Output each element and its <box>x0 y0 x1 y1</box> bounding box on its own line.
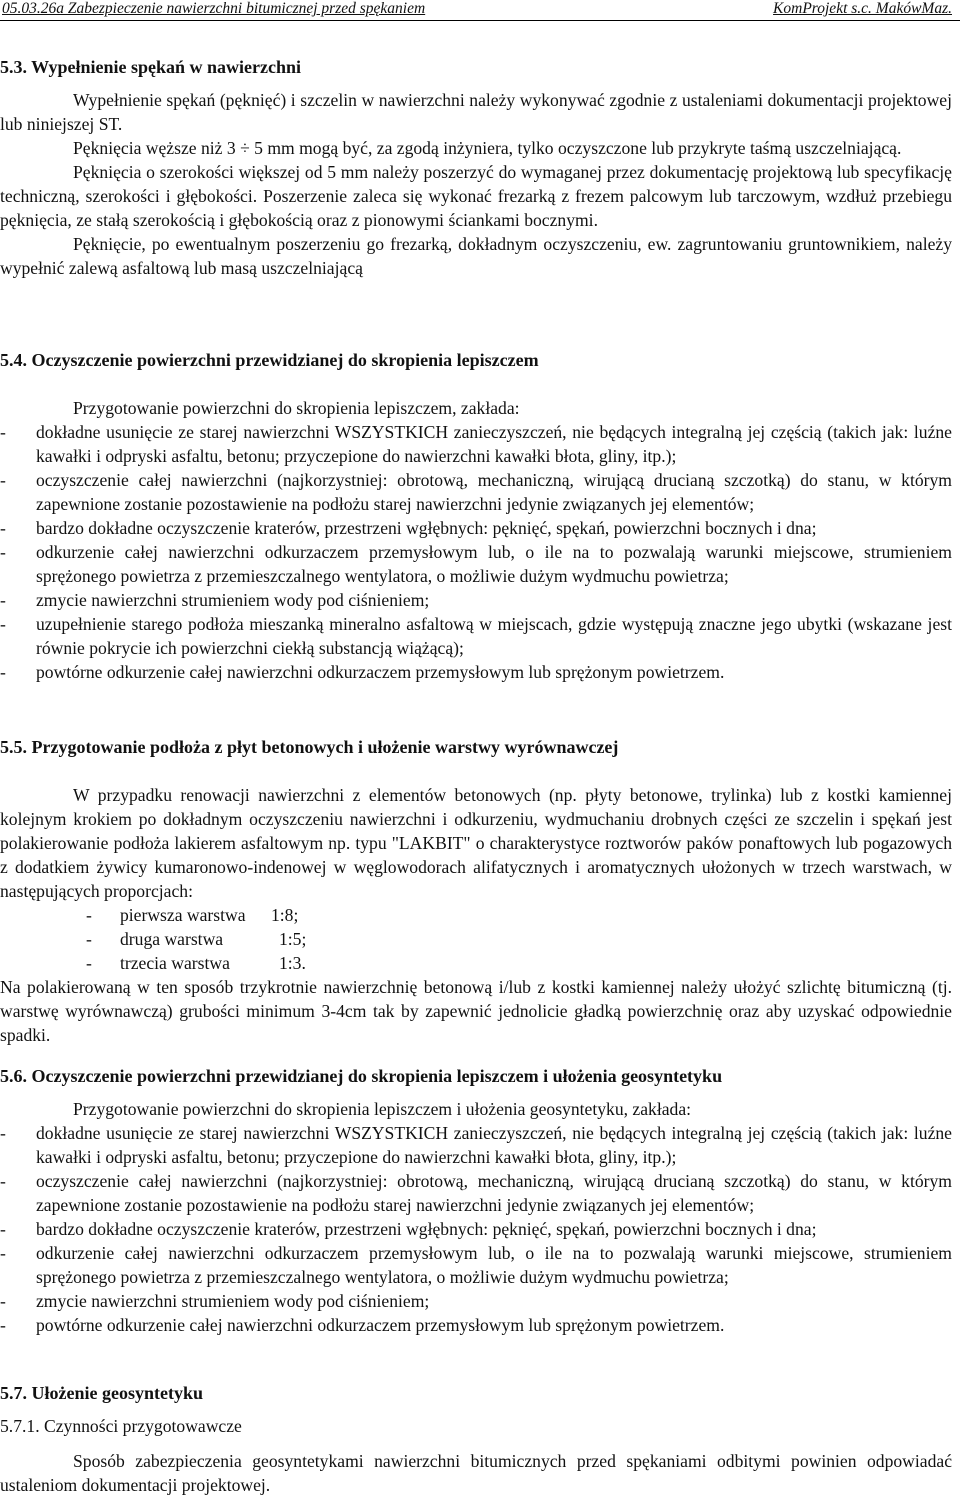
list-item: - powtórne odkurzenie całej nawierzchni odkurzaczem przemysłowym lub sprężonym powietrzem. <box>0 1315 725 1335</box>
subsection-5-7-1-heading: 5.7.1. Czynności przygotowawcze <box>0 1416 242 1436</box>
list-item: - odkurzenie całej nawierzchni odkurzaczem przemysłowym lub, o ile na to pozwalają warunki miejscowe, strumieniem sprężonego powietrza z przemieszczalnego wentylatora, o możliwie dużym wydmuchu powietrza; <box>0 1243 952 1287</box>
section-5-3-body <box>0 88 952 280</box>
list-item: - dokładne usunięcie ze starej nawierzchni WSZYSTKICH zanieczyszczeń, nie będących integralną jej częścią (takich jak: luźne kawałki i odpryski asfaltu, betonu; przyczepione do nawierzchni kawałki błota, gliny, itp.); <box>0 1123 952 1167</box>
list-item: - zmycie nawierzchni strumieniem wody pod ciśnieniem; <box>0 590 430 610</box>
section-5-7-body <box>0 1449 952 1497</box>
preparation-list <box>0 420 952 684</box>
section-5-7-heading: 5.7. Ułożenie geosyntetyku <box>0 1383 203 1403</box>
section-5-4-heading: 5.4. Oczyszczenie powierzchni przewidzianej do skropienia lepiszczem <box>0 350 539 370</box>
paragraph: Pęknięcie, po ewentualnym poszerzeniu go frezarką, dokładnym oczyszczeniu, ew. zagruntowaniu gruntownikiem, należy wypełnić zalewą asfaltową lub masą uszczelniającą <box>0 234 952 278</box>
list-item: - powtórne odkurzenie całej nawierzchni odkurzaczem przemysłowym lub sprężonym powietrzem. <box>0 662 725 682</box>
list-item: - zmycie nawierzchni strumieniem wody pod ciśnieniem; <box>0 1291 430 1311</box>
list-intro: Przygotowanie powierzchni do skropienia lepiszczem i ułożenia geosyntetyku, zakłada: <box>73 1099 692 1119</box>
paragraph: Pęknięcia węższe niż 3 ÷ 5 mm mogą być, za zgodą inżyniera, tylko oczyszczone lub przykryte taśmą uszczelniającą. <box>73 138 902 158</box>
list-item: - oczyszczenie całej nawierzchni (najkorzystniej: obrotową, mechaniczną, wirującą drucianą szczotką) do stanu, w którym zapewnione zostanie pozostawienie na podłożu starej nawierzchni jedynie związanych jej elementów; <box>0 470 952 514</box>
preparation-list <box>0 1121 952 1337</box>
paragraph: W przypadku renowacji nawierzchni z elementów betonowych (np. płyty betonowe, trylinka) lub z kostki kamiennej kolejnym krokiem po dokładnym oczyszczeniu nawierzchni i odkurzeniu, wydmuchaniu drobnych części ze szczelin i spękań jest polakierowanie podłoża lakierem asfaltowym np. typu "LAKBIT" o charakterystyce roztworów paków ponaftowych lub pogazowych z dodatkiem żywicy kumaronowo-indenowej w węglowodorach alifatycznych i aromatycznych ułożonych w trzech warstwach, w następujących proporcjach: <box>0 785 952 901</box>
list-item: - druga warstwa 1:5; <box>86 929 307 949</box>
list-item: - dokładne usunięcie ze starej nawierzchni WSZYSTKICH zanieczyszczeń, nie będących integralną jej częścią (takich jak: luźne kawałki i odpryski asfaltu, betonu; przyczepione do nawierzchni kawałki błota, gliny, itp.); <box>0 422 952 466</box>
paragraph: Wypełnienie spękań (pęknięć) i szczelin w nawierzchni należy wykonywać zgodnie z ustaleniami dokumentacji projektowej lub niniejszej ST. <box>0 90 952 134</box>
list-item: - bardzo dokładne oczyszczenie kraterów, przestrzeni wgłębnych: pęknięć, spękań, powierzchni bocznych i dna; <box>0 1219 817 1239</box>
header-rule <box>0 20 960 21</box>
section-5-6-heading: 5.6. Oczyszczenie powierzchni przewidzianej do skropienia lepiszczem i ułożenia geosyntetyku <box>0 1066 723 1086</box>
header-company: KomProjekt s.c. MakówMaz. <box>773 0 952 17</box>
list-item: - trzecia warstwa 1:3. <box>86 953 306 973</box>
layer-proportions-list <box>0 903 952 975</box>
section-5-5-heading: 5.5. Przygotowanie podłoża z płyt betonowych i ułożenie warstwy wyrównawczej <box>0 737 619 757</box>
list-intro: Przygotowanie powierzchni do skropienia lepiszczem, zakłada: <box>73 398 520 418</box>
section-5-5-body <box>0 783 952 1047</box>
section-5-6-body <box>0 1097 952 1337</box>
section-5-4-body <box>0 396 952 684</box>
paragraph: Pęknięcia o szerokości większej od 5 mm należy poszerzyć do wymaganej przez dokumentację projektową lub specyfikację techniczną, szerokości i głębokości. Poszerzenie zaleca się wykonać frezarką z frezem palcowym lub tarczowym, wzdłuż przebiegu pęknięcia, ze stałą szerokością i głębokością oraz z pionowymi ściankami bocznymi. <box>0 162 952 230</box>
header-document-title: 05.03.26a Zabezpieczenie nawierzchni bitumicznej przed spękaniem <box>2 0 426 17</box>
paragraph: Sposób zabezpieczenia geosyntetykami nawierzchni bitumicznych przed spękaniami odbitymi powinien odpowiadać ustaleniom dokumentacji projektowej. <box>0 1451 952 1495</box>
list-item: - bardzo dokładne oczyszczenie kraterów, przestrzeni wgłębnych: pęknięć, spękań, powierzchni bocznych i dna; <box>0 518 817 538</box>
list-item: - odkurzenie całej nawierzchni odkurzaczem przemysłowym lub, o ile na to pozwalają warunki miejscowe, strumieniem sprężonego powietrza z przemieszczalnego wentylatora, o możliwie dużym wydmuchu powietrza; <box>0 542 952 586</box>
list-item: - uzupełnienie starego podłoża mieszanką mineralno asfaltową w miejscach, gdzie występują znaczne jego ubytki (wskazane jest równie pokrycie ich powierzchni ciekłą substancją wiążącą); <box>0 614 952 658</box>
list-item: - pierwsza warstwa 1:8; <box>86 905 299 925</box>
page-header <box>0 0 960 22</box>
list-item: - oczyszczenie całej nawierzchni (najkorzystniej: obrotową, mechaniczną, wirującą drucianą szczotką) do stanu, w którym zapewnione zostanie pozostawienie na podłożu starej nawierzchni jedynie związanych jej elementów; <box>0 1171 952 1215</box>
section-5-3-heading: 5.3. Wypełnienie spękań w nawierzchni <box>0 57 302 77</box>
paragraph: Na polakierowaną w ten sposób trzykrotnie nawierzchnię betonową i/lub z kostki kamiennej należy ułożyć szlichtę bitumiczną (tj. warstwę wyrównawczą) grubości minimum 3-4cm tak by zapewnić jednolicie gładką powierzchnię oraz aby uzyskać odpowiednie spadki. <box>0 977 952 1045</box>
